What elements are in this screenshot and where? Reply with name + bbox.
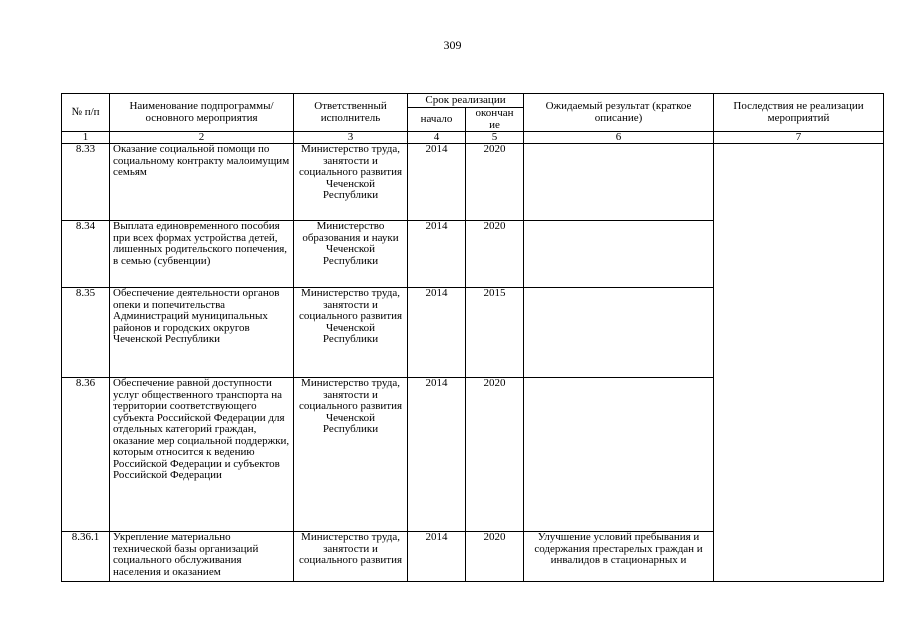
consequences-cell bbox=[714, 144, 884, 582]
column-number: 7 bbox=[714, 132, 884, 144]
expected-result bbox=[524, 288, 714, 378]
start-year: 2014 bbox=[408, 144, 466, 221]
header-consequences: Последствия не реализации мероприятий bbox=[714, 94, 884, 132]
start-year: 2014 bbox=[408, 532, 466, 582]
measure-name: Укрепление материально технической базы организаций социального обслуживания населения и оказанием bbox=[110, 532, 294, 582]
row-number: 8.36 bbox=[62, 378, 110, 532]
executor: Министерство труда, занятости и социального развития Чеченской Республики bbox=[294, 288, 408, 378]
header-num: № п/п bbox=[62, 94, 110, 132]
row-number: 8.34 bbox=[62, 221, 110, 288]
start-year: 2014 bbox=[408, 288, 466, 378]
table-row bbox=[62, 144, 884, 221]
measure-name: Обеспечение деятельности органов опеки и попечительства Администраций муниципальных районов и городских округов Чеченской Республики bbox=[110, 288, 294, 378]
measure-name: Выплата единовременного пособия при всех формах устройства детей, лишенных родительского попечения, в семью (субвенции) bbox=[110, 221, 294, 288]
header-start: начало bbox=[408, 108, 466, 132]
header-result: Ожидаемый результат (краткое описание) bbox=[524, 94, 714, 132]
start-year: 2014 bbox=[408, 221, 466, 288]
executor: Министерство труда, занятости и социального развития Чеченской Республики bbox=[294, 378, 408, 532]
header-name: Наименование подпрограммы/ основного мероприятия bbox=[110, 94, 294, 132]
measure-name: Обеспечение равной доступности услуг общественного транспорта на территории соответствующего субъекта Российской Федерации для отдельных категорий граждан, оказание мер социальной поддержки, которым относится к ведению Российской Федерации и субъектов Российской Федерации bbox=[110, 378, 294, 532]
end-year: 2020 bbox=[466, 144, 524, 221]
start-year: 2014 bbox=[408, 378, 466, 532]
executor: Министерство труда, занятости и социального развития bbox=[294, 532, 408, 582]
page-number: 309 bbox=[443, 38, 462, 52]
end-year: 2020 bbox=[466, 378, 524, 532]
expected-result bbox=[524, 144, 714, 221]
row-number: 8.35 bbox=[62, 288, 110, 378]
measures-table bbox=[61, 93, 884, 582]
end-year: 2020 bbox=[466, 221, 524, 288]
header-end: окончан ие bbox=[466, 108, 524, 132]
row-number: 8.36.1 bbox=[62, 532, 110, 582]
measure-name: Оказание социальной помощи по социальному контракту малоимущим семьям bbox=[110, 144, 294, 221]
executor: Министерство образования и науки Чеченской Республики bbox=[294, 221, 408, 288]
end-year: 2015 bbox=[466, 288, 524, 378]
executor: Министерство труда, занятости и социального развития Чеченской Республики bbox=[294, 144, 408, 221]
column-number: 4 bbox=[408, 132, 466, 144]
row-number: 8.33 bbox=[62, 144, 110, 221]
header-executor: Ответственный исполнитель bbox=[294, 94, 408, 132]
end-year: 2020 bbox=[466, 532, 524, 582]
column-number: 3 bbox=[294, 132, 408, 144]
expected-result bbox=[524, 378, 714, 532]
column-number: 1 bbox=[62, 132, 110, 144]
expected-result: Улучшение условий пребывания и содержания престарелых граждан и инвалидов в стационарных и bbox=[524, 532, 714, 582]
column-number: 5 bbox=[466, 132, 524, 144]
header-period: Срок реализации bbox=[408, 94, 524, 108]
expected-result bbox=[524, 221, 714, 288]
column-number: 6 bbox=[524, 132, 714, 144]
column-number: 2 bbox=[110, 132, 294, 144]
